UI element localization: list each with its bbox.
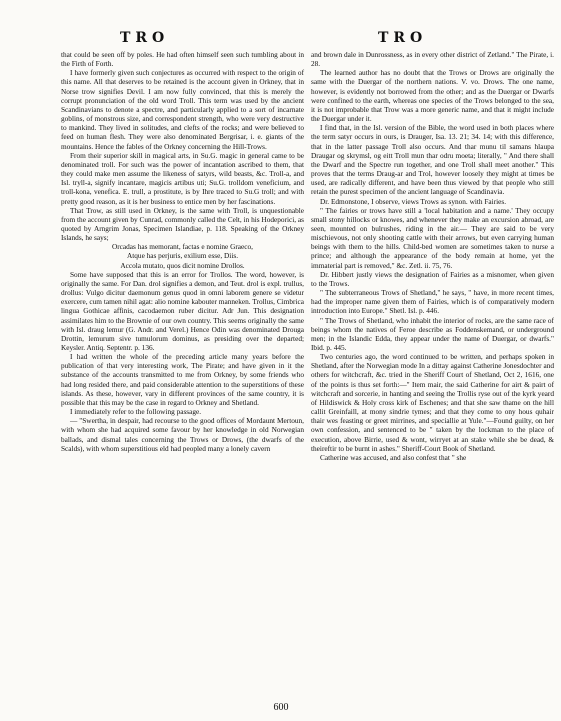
- paragraph: Two centuries ago, the word continued to be written, and perhaps spoken in Shetland, after the Norwegian mode In a dittay against Catherine Jonesdochter and others for witchcraft, &c. tried in the Sheriff Court of Shetland, Oct 2, 1616, one of the points is thus set forth:—" Item mair, the said Catherine for airt & pairt of witchcraft and sorcerie, in hanting and seeing the Trollis ryse out of the kyrk yeard of Hildiswick & Holy cross kirk of Eschenes; and that she saw thame on the hill callit Greinfaill, at mony sindrie tymes; and that they come to ony hous quhair thair wes feasting or greet mirrines, and speciallie at Yule."—Found guilty, on her own confession, and sentenced to be " taken by the lockman to the place of execution, above Birrie, used & wont, wirryet at an stake while she be dead, & theireftir to be burnt in ashes." Sheriff-Court Book of Shetland.: [311, 352, 554, 453]
- right-text-column: [311, 50, 554, 462]
- paragraph: Catherine was accused, and also confest that " she: [320, 452, 467, 462]
- verse-line: Atque has perjuris, exilium esse, Diis.: [126, 251, 239, 261]
- paragraph: and brown dale in Dunrossness, as in every other district of Zetland." The Pirate, i. 28.: [311, 50, 554, 69]
- paragraph: From their superior skill in magical arts, in Su.G. magic in general came to be denominated troll. For such was the power of incantation ascribed to them, that they could make men assume the likeness of satyrs, wild beasts, &c. Troll-a, and Isl. tryll-a, signify incantare, magicis artibus uti; Su.G. trolldom veneficium, and troll-kona, venefica. E. trull, a prostitute, is by Ihre traced to Su.G troll; and with pretty good reason, as it is her business to entice men by her fascinations.: [61, 150, 304, 206]
- paragraph: " The subterraneous Trows of Shetland," he says, " have, in more recent times, had the improper name given them of Fairies, which is of comparatively modern introduction into Europe." Shetl. Isl. p. 446.: [311, 288, 554, 316]
- paragraph: — "Swertha, in despair, had recourse to the good offices of Mordaunt Mertoun, with whom she had acquired some favour by her knowledge in old Norwegian ballads, and dismal tales concerning the Trows or Drows, (the dwarfs of the Scalds), with whom superstitious eld had peopled many a lonely cavern: [61, 416, 304, 453]
- paragraph: Dr. Edmonstone, I observe, views Trows as synon. with Fairies.: [320, 196, 507, 206]
- paragraph: Some have supposed that this is an error for Trollos. The word, however, is originally the same. For Dan. drol signifies a demon, and Teut. drol is expl. trullus, drollus: Vulgo dicitur daemonum genus quod in omni laborem genere se videtur exercere, cum tamen nihil agat: alio nomine kabouter manneken. Trollus, Cimbrica lingua Gothicae affinis, cacodaemon ruber dicitur. Adr Jun. This designation assimilates him to the Brownie of our own country. This seems originally the same with Isl. draug lemur (G. Andr. and Verel.) Hence Odin was denominated Drouga Drottin, lemurum sive tumulorum dominus, as presiding over the departed; Keysler. Antiq. Septentr. p. 136.: [61, 269, 304, 352]
- paragraph: That Trow, as still used in Orkney, is the same with Troll, is unquestionable from the account given by Cunrad, commonly called the Celt, in his Hodeporici, as quoted by Arngrim Jonas, Specimen Islandiae, p. 118. Speaking of the Orkney Islands, he says;: [61, 205, 304, 243]
- verse-line: Accola mutato, quos dicit nomine Drollos.: [120, 260, 245, 270]
- verse-line: Orcadas has memorant, factas e nomine Graeco,: [111, 242, 253, 252]
- page-number: 600: [273, 702, 289, 713]
- left-text-column: [61, 50, 304, 453]
- paragraph: " The Trows of Shetland, who inhabit the interior of rocks, are the same race of beings whom the natives of Feroe describe as Foddenskemand, or underground men; in the Islandic Edda, they appear under the name of Duergar, or dwarfs." Ibid. p. 445.: [311, 315, 554, 352]
- paragraph: I have formerly given such conjectures as occurred with respect to the origin of this name. All that deserves to be retained is the account given in Orkney, that in Norse trow signifies Devil. I am now fully convinced, that this is merely the corrupt pronunciation of the old word Troll. This term was used by the ancient Scandinavians to denote a spectre, and particularly applied to a sort of incarnate goblins, of monstrous size, and correspondent strength, who were very destructive to mankind. They lived in solitudes, and clefts of the rocks; and were believed to feed on human flesh. They were also denominated Bergrisar, i. e. giants of the mountains. Hence the fables of the Orkney concerning the Hill-Trows.: [61, 68, 304, 151]
- paragraph: " The fairies or trows have still a 'local habitation and a name.' They occupy small stony hillocks or knowes, and whenever they make an excursion abroad, are seen, mounted on bulrushes, riding in the air.— They are said to be very mischievous, not only shooting cattle with their arrows, but even carrying human beings with them to the hills. Child-bed women are sometimes taken to nurse a prince; and although the appearance of the body remain at home, yet the immaterial part is removed," &c. Zetl. ii. 75, 76.: [311, 205, 554, 270]
- running-headword-right: TRO: [378, 30, 428, 46]
- paragraph: Dr. Hibbert justly views the designation of Fairies as a misnomer, when given to the Trows.: [311, 269, 554, 288]
- paragraph: I find that, in the Isl. version of the Bible, the word used in both places where the term satyr occurs in ours, is Drauger, Isa. 13. 21; 34. 14; with this difference, that in the latter passage Troll also occurs. And thar munu til samans hlaupa Draugar og skrymsl, og eitt Troll mun thar odru moeta; literally, " And there shall the Dwarf and the Spectre run together, and one Troll shall meet another." This proves that the terms Draug-ar and Trol, however loosely they might at times be used, are radically different, and have been thus viewed by that people who still retain the purest specimen of the ancient language of Scandinavia.: [311, 123, 554, 197]
- paragraph: I immediately refer to the following passage.: [70, 407, 202, 417]
- paragraph: that could be seen off by poles. He had often himself seen such tumbling about in the Firth of Forth.: [61, 50, 304, 69]
- paragraph: I had written the whole of the preceding article many years before the publication of that very interesting work, The Pirate; and have given in it the substance of the accounts transmitted to me from Orkney, by some friends who had long resided there, and paid considerable attention to the superstitions of these islands. As these, however, vary in different provinces of the same country, it is possible that this may be the case in regard to Orkney and Shetland.: [61, 352, 304, 407]
- running-headword-left: TRO: [120, 30, 170, 46]
- paragraph: The learned author has no doubt that the Trows or Drows are originally the same with the Duergar of the northern nations. V. vo. Drows. The one name, however, is evidently not borrowed from the other; and as the Duergar or Dwarfs were confined to the earth, whereas one species of the Trows belonged to the sea, it is not improbable that Trow was a more generic name, and that it might include the Duergar under it.: [311, 68, 554, 124]
